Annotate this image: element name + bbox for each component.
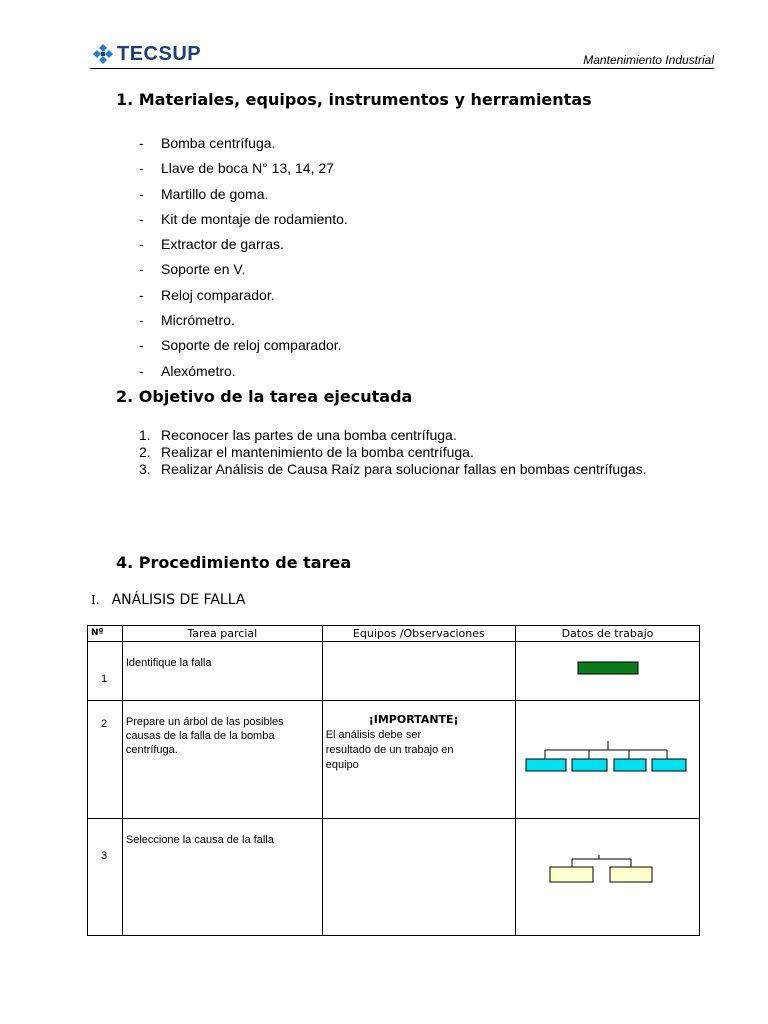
cause-box <box>652 759 686 771</box>
header-course-name: Mantenimiento Industrial <box>583 53 714 67</box>
tecsup-logo-icon <box>92 43 114 65</box>
table-row <box>88 701 700 819</box>
subsection-numeral: I. <box>91 593 100 607</box>
cell-data <box>515 701 699 819</box>
list-item: - Martillo de goma. <box>139 185 269 202</box>
list-item: - Extractor de garras. <box>139 236 284 253</box>
cell-no: 3 <box>88 819 123 936</box>
cell-no: 1 <box>88 642 123 701</box>
section2-title: 2. Objetivo de la tarea ejecutada <box>116 387 413 406</box>
list-item: 1. Reconocer las partes de una bomba centrífuga. <box>139 427 457 443</box>
list-item: - Bomba centrífuga. <box>139 135 276 151</box>
header-divider <box>90 68 714 69</box>
list-item: - Reloj comparador. <box>139 286 275 303</box>
header-no: Nº <box>88 626 123 642</box>
table-row <box>88 819 700 936</box>
cause-box <box>610 867 652 882</box>
header-data: Datos de trabajo <box>515 626 699 642</box>
cause-box <box>550 867 593 882</box>
cell-task: Identifique la falla <box>122 642 322 701</box>
objectives-list <box>139 427 647 478</box>
cause-tree-diagram <box>516 701 698 817</box>
cell-task: Prepare un árbol de las posibles causas de la falla de la bomba centrífuga. <box>122 701 322 819</box>
list-item: - Llave de boca N° 13, 14, 27 <box>139 160 334 177</box>
section4-title: 4. Procedimiento de tarea <box>116 553 352 572</box>
cause-box <box>526 759 566 771</box>
selection-tree-diagram <box>516 819 698 934</box>
cell-data <box>515 819 699 936</box>
cell-equipment <box>322 819 515 936</box>
cell-equipment <box>322 701 515 819</box>
logo-text: TECSUP <box>117 42 202 65</box>
table-header-row <box>88 626 700 642</box>
materials-list <box>139 134 348 387</box>
task-table <box>87 625 700 936</box>
cell-task: Seleccione la causa de la falla <box>122 819 322 936</box>
table-row <box>88 642 700 701</box>
cell-data <box>515 642 699 701</box>
cell-no: 2 <box>88 701 123 819</box>
list-item: 2. Realizar el mantenimiento de la bomba centrífuga. <box>139 444 474 460</box>
subsection-label: ANÁLISIS DE FALLA <box>111 592 246 608</box>
list-item: 3. Realizar Análisis de Causa Raíz para solucionar fallas en bombas centrífugas. <box>139 461 647 477</box>
green-box <box>578 662 638 674</box>
list-item: - Micrómetro. <box>139 312 235 329</box>
cause-box <box>614 759 646 771</box>
section1-title: 1. Materiales, equipos, instrumentos y herramientas <box>116 90 592 109</box>
header-task: Tarea parcial <box>122 626 322 642</box>
cause-box <box>572 759 607 771</box>
subsection-title <box>91 592 245 608</box>
list-item: - Alexómetro. <box>139 362 236 379</box>
important-label: ¡IMPORTANTE¡ <box>368 713 459 726</box>
important-note: El análisis debe ser resultado de un trabajo en equipo <box>325 729 454 771</box>
cell-equipment <box>322 642 515 701</box>
list-item: - Soporte en V. <box>139 261 246 278</box>
list-item: - Soporte de reloj comparador. <box>139 337 342 354</box>
header-equipment: Equipos /Observaciones <box>322 626 515 642</box>
green-box-diagram <box>516 642 698 699</box>
tecsup-logo <box>92 42 201 66</box>
list-item: - Kit de montaje de rodamiento. <box>139 210 348 227</box>
